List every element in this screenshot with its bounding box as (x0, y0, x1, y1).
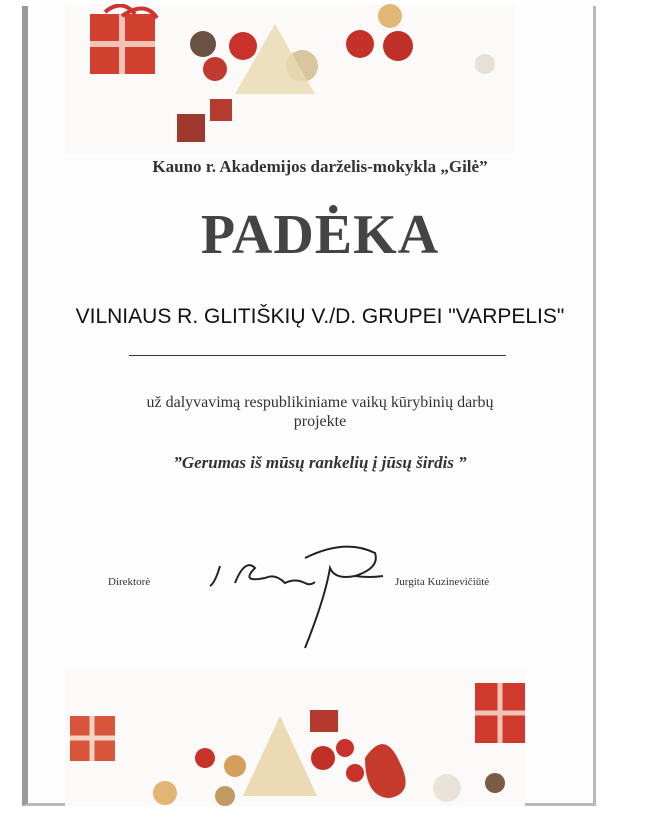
award-reason (0, 393, 640, 431)
reason-line-1: už dalyvavimą respublikiniame vaikų kūrybinių darbų (146, 394, 494, 411)
signature-mark-icon (205, 538, 385, 658)
signer-name: Jurgita Kuzinevičiūtė (395, 576, 490, 588)
signer-role: Direktorė (108, 576, 151, 588)
christmas-decoration-bottom-icon (65, 668, 525, 806)
recipient-name: VILNIAUS R. GLITIŠKIŲ V./D. GRUPEI "VARPELIS" (75, 305, 565, 328)
certificate-title: PADĖKA (200, 204, 440, 266)
divider-line (129, 355, 506, 356)
institution-name: Kauno r. Akademijos darželis-mokykla „Gilė” (152, 157, 488, 176)
reason-line-2: projekte (293, 413, 347, 430)
project-name: ”Gerumas iš mūsų rankelių į jūsų širdis ” (173, 453, 467, 472)
christmas-decoration-top-icon (65, 4, 515, 154)
